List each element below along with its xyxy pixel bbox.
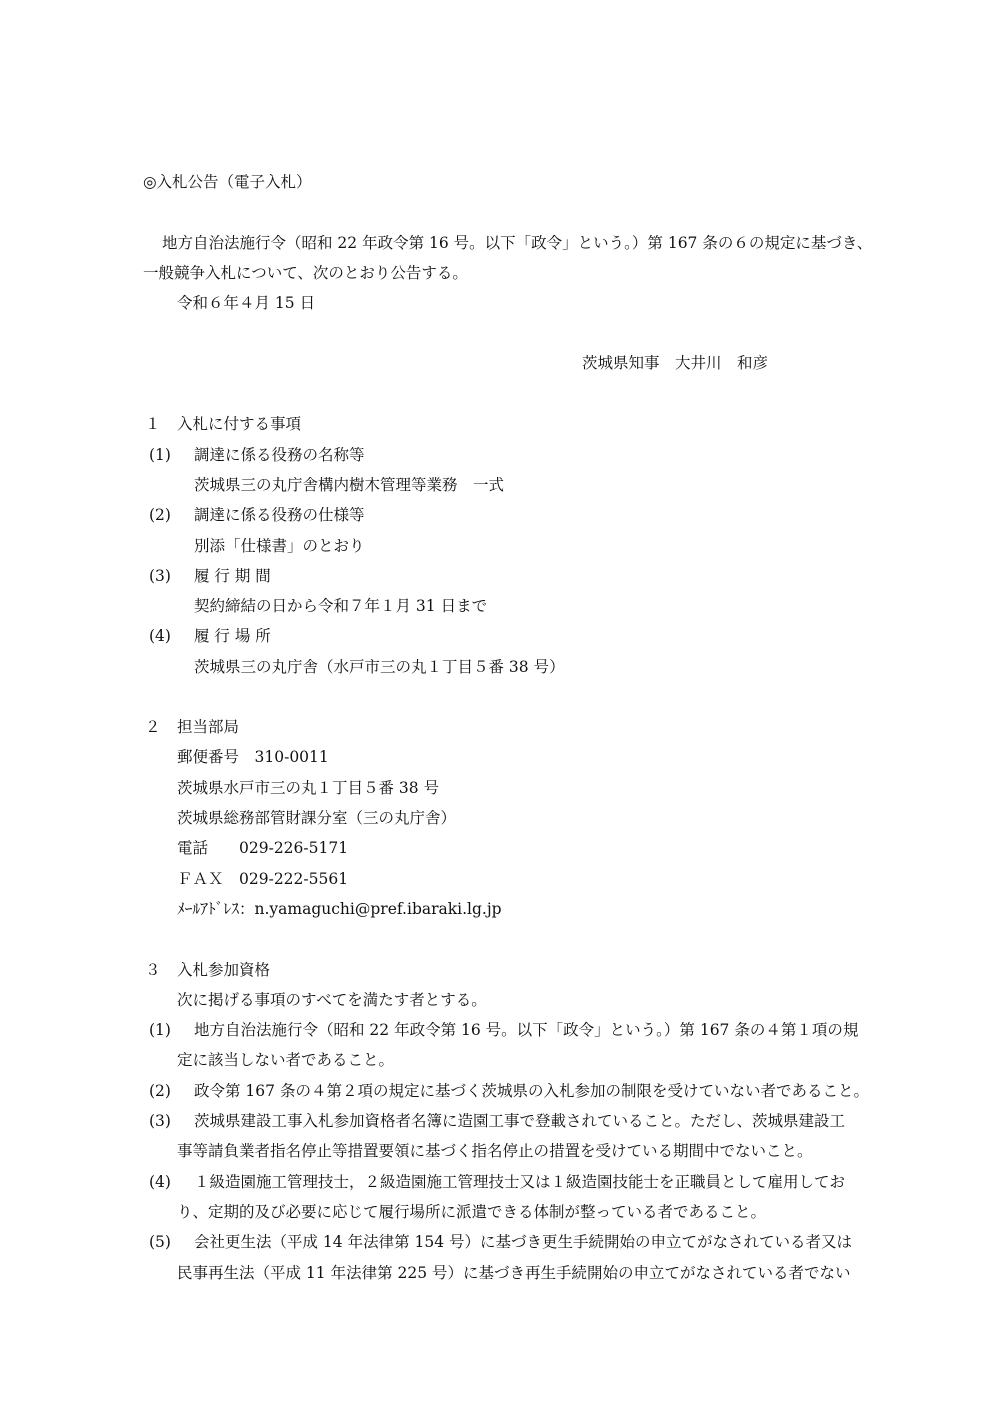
- item-text: １級造園施工管理技士，２級造園施工管理技士又は１級造園技能士を正職員として雇用してお: [194, 1173, 846, 1191]
- section-3-lead: [0, 988, 1000, 1012]
- item-text: 政令第 167 条の４第２項の規定に基づく茨城県の入札参加の制限を受けていない者であること。: [194, 1082, 869, 1100]
- item-number: (1): [149, 1021, 171, 1039]
- item-number: (4): [149, 1173, 171, 1191]
- section-3-item-1-cont: [0, 1048, 1000, 1072]
- item-number: (5): [149, 1233, 171, 1251]
- section-1-title: 入札に付する事項: [177, 415, 302, 433]
- section-3-heading: [0, 958, 1000, 982]
- signer-line: [0, 351, 1000, 375]
- section-1-item-4-value: [0, 655, 1000, 679]
- contact-line: ＦＡＸ 029-222-5561: [177, 870, 349, 888]
- intro-line-2: [0, 261, 1000, 285]
- contact-line: 電話 029-226-5171: [177, 839, 349, 857]
- section-3-item-3: [0, 1109, 1000, 1133]
- section-3-item-4-cont: [0, 1200, 1000, 1224]
- contact-office: [0, 806, 1000, 830]
- item-label: 調達に係る役務の仕様等: [194, 506, 365, 524]
- contact-address: [0, 776, 1000, 800]
- signer: 茨城県知事 大井川 和彦: [582, 354, 769, 372]
- section-2-heading: [0, 715, 1000, 739]
- section-2-number: ２: [145, 718, 161, 736]
- contact-line: 郵便番号 310-0011: [177, 748, 329, 766]
- section-1-item-2: [0, 503, 1000, 527]
- section-3-title: 入札参加資格: [177, 961, 271, 979]
- section-1-item-1-value: [0, 473, 1000, 497]
- item-label: 調達に係る役務の名称等: [194, 446, 365, 464]
- section-3-lead-text: 次に掲げる事項のすべてを満たす者とする。: [177, 991, 487, 1009]
- section-3-item-1: [0, 1018, 1000, 1042]
- section-3-number: ３: [145, 961, 161, 979]
- item-number: (2): [149, 506, 171, 524]
- contact-line: 茨城県総務部管財課分室（三の丸庁舎）: [177, 809, 457, 827]
- item-value: 別添「仕様書」のとおり: [194, 537, 365, 555]
- item-text-continued: 民事再生法（平成 11 年法律第 225 号）に基づき再生手続開始の申立てがなされている者でない: [177, 1264, 851, 1282]
- item-text: 会社更生法（平成 14 年法律第 154 号）に基づき更生手続開始の申立てがなされている者又は: [194, 1233, 853, 1251]
- item-text-continued: り、定期的及び必要に応じて履行場所に派遣できる体制が整っている者であること。: [177, 1203, 767, 1221]
- intro-text-2: 一般競争入札について、次のとおり公告する。: [143, 264, 468, 282]
- section-2-title: 担当部局: [177, 718, 240, 736]
- item-text: 茨城県建設工事入札参加資格者名簿に造園工事で登載されていること。ただし、茨城県建設工: [194, 1112, 846, 1130]
- section-1-heading: [0, 412, 1000, 436]
- notice-date: 令和６年４月 15 日: [177, 294, 316, 312]
- section-1-number: １: [145, 415, 161, 433]
- contact-phone: [0, 836, 1000, 860]
- contact-line: ﾒｰﾙｱﾄﾞﾚｽ：n.yamaguchi@pref.ibaraki.lg.jp: [177, 900, 502, 918]
- item-number: (1): [149, 446, 171, 464]
- item-text-continued: 事等請負業者指名停止等措置要領に基づく指名停止の措置を受けている期間中でないこと。: [177, 1142, 813, 1160]
- section-1-item-2-value: [0, 534, 1000, 558]
- contact-line: 茨城県水戸市三の丸１丁目５番 38 号: [177, 779, 440, 797]
- item-value: 茨城県三の丸庁舎（水戸市三の丸１丁目５番 38 号）: [194, 658, 565, 676]
- section-3-item-3-cont: [0, 1139, 1000, 1163]
- item-number: (2): [149, 1082, 171, 1100]
- item-text: 地方自治法施行令（昭和 22 年政令第 16 号。以下「政令」という。）第 167 条の４第１項の規: [194, 1021, 859, 1039]
- item-label: 履 行 場 所: [194, 627, 271, 645]
- section-1-item-4: [0, 624, 1000, 648]
- notice-title-line: [0, 170, 1000, 194]
- item-value: 茨城県三の丸庁舎構内樹木管理等業務 一式: [194, 476, 505, 494]
- notice-date-line: [0, 291, 1000, 315]
- contact-postal-code: [0, 745, 1000, 769]
- section-3-item-2: [0, 1079, 1000, 1103]
- item-value: 契約締結の日から令和７年１月 31 日まで: [194, 597, 488, 615]
- item-text-continued: 定に該当しない者であること。: [177, 1051, 395, 1069]
- item-number: (4): [149, 627, 171, 645]
- contact-fax: [0, 867, 1000, 891]
- item-label: 履 行 期 間: [194, 567, 271, 585]
- notice-title: ◎入札公告（電子入札）: [143, 173, 312, 191]
- intro-text-1: 地方自治法施行令（昭和 22 年政令第 16 号。以下「政令」という。）第 167 条の６の規定に基づき、: [162, 234, 873, 252]
- intro-line-1: [0, 231, 1000, 255]
- section-1-item-3-value: [0, 594, 1000, 618]
- section-3-item-4: [0, 1170, 1000, 1194]
- section-3-item-5-cont: [0, 1261, 1000, 1285]
- section-1-item-3: [0, 564, 1000, 588]
- section-3-item-5: [0, 1230, 1000, 1254]
- item-number: (3): [149, 1112, 171, 1130]
- contact-email: [0, 897, 1000, 921]
- section-1-item-1: [0, 443, 1000, 467]
- item-number: (3): [149, 567, 171, 585]
